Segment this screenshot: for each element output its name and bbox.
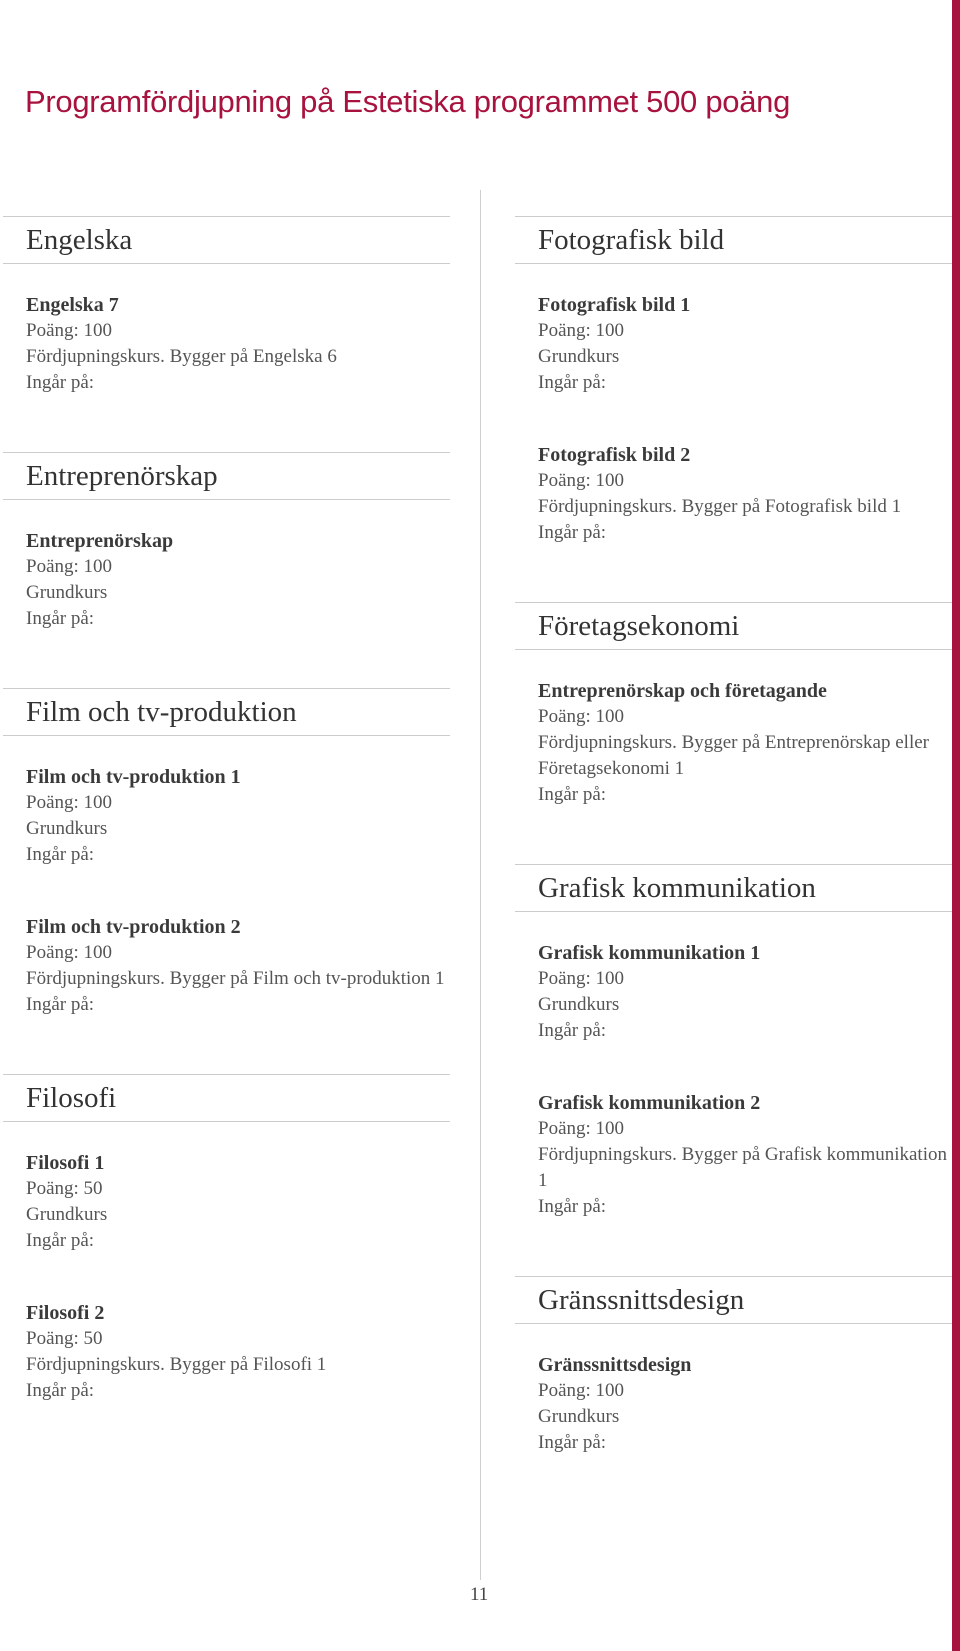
subject-title: Gränssnittsdesign (538, 1284, 745, 1316)
subject-section (515, 1276, 952, 1456)
course-ingar: Ingår på: (538, 1432, 607, 1453)
course-points: Poäng: 100 (26, 556, 113, 577)
subject-section (3, 216, 450, 396)
course-points: Poäng: 100 (26, 792, 113, 813)
column-divider (480, 190, 481, 1580)
subject-section (515, 864, 952, 1220)
course-ingar: Ingår på: (26, 994, 95, 1015)
course-type: Grundkurs (26, 818, 108, 839)
course-points: Poäng: 100 (538, 320, 625, 341)
course-entry (515, 678, 952, 808)
course-entry (515, 1352, 952, 1456)
subject-title: Filosofi (26, 1082, 117, 1114)
course-name: Fotografisk bild 1 (538, 294, 691, 316)
course-name: Filosofi 2 (26, 1302, 105, 1324)
course-type: Grundkurs (538, 1406, 620, 1427)
course-entry (515, 292, 952, 396)
course-type: Grundkurs (538, 346, 620, 367)
subject-section (3, 1074, 450, 1404)
course-type: Fördjupningskurs. Bygger på Filosofi 1 (26, 1354, 327, 1375)
subject-section (3, 688, 450, 1018)
course-type: Fördjupningskurs. Bygger på Grafisk kommunikation 1 (538, 1144, 947, 1191)
course-points: Poäng: 100 (538, 1380, 625, 1401)
subject-heading (515, 602, 952, 650)
course-ingar: Ingår på: (538, 1196, 607, 1217)
course-ingar: Ingår på: (26, 844, 95, 865)
course-entry (3, 1150, 450, 1254)
course-name: Entreprenörskap och företagande (538, 680, 827, 702)
left-column (3, 216, 450, 1404)
subject-title: Företagsekonomi (538, 610, 740, 642)
subject-title: Entreprenörskap (26, 460, 218, 492)
page-title: Programfördjupning på Estetiska programmet 500 poäng (25, 84, 791, 119)
subject-heading (3, 452, 450, 500)
subject-heading (3, 688, 450, 736)
course-points: Poäng: 100 (26, 320, 113, 341)
course-entry (3, 292, 450, 396)
subject-title: Film och tv-produktion (26, 696, 297, 728)
subject-title: Engelska (26, 224, 133, 256)
subject-section (515, 602, 952, 808)
course-entry (3, 764, 450, 868)
course-name: Film och tv-produktion 1 (26, 766, 241, 788)
course-name: Grafisk kommunikation 2 (538, 1092, 761, 1114)
course-ingar: Ingår på: (538, 372, 607, 393)
accent-side-bar (952, 0, 960, 1651)
course-name: Engelska 7 (26, 294, 119, 316)
subject-heading (515, 216, 952, 264)
course-entry (3, 1300, 450, 1404)
course-name: Filosofi 1 (26, 1152, 105, 1174)
course-entry (515, 442, 952, 546)
course-name: Fotografisk bild 2 (538, 444, 691, 466)
course-ingar: Ingår på: (538, 522, 607, 543)
course-entry (515, 1090, 952, 1220)
course-points: Poäng: 100 (538, 470, 625, 491)
course-name: Film och tv-produktion 2 (26, 916, 241, 938)
course-name: Grafisk kommunikation 1 (538, 942, 761, 964)
course-type: Grundkurs (538, 994, 620, 1015)
subject-title: Fotografisk bild (538, 224, 725, 256)
subject-section (515, 216, 952, 546)
course-points: Poäng: 100 (538, 1118, 625, 1139)
course-type: Grundkurs (26, 582, 108, 603)
course-points: Poäng: 100 (538, 968, 625, 989)
subject-heading (3, 1074, 450, 1122)
course-type: Fördjupningskurs. Bygger på Fotografisk bild 1 (538, 496, 902, 517)
course-ingar: Ingår på: (26, 1230, 95, 1251)
course-ingar: Ingår på: (26, 608, 95, 629)
course-ingar: Ingår på: (538, 784, 607, 805)
subject-heading (515, 864, 952, 912)
course-ingar: Ingår på: (26, 372, 95, 393)
course-entry (3, 528, 450, 632)
subject-heading (3, 216, 450, 264)
course-ingar: Ingår på: (26, 1380, 95, 1401)
subject-heading (515, 1276, 952, 1324)
page-number: 11 (470, 1584, 489, 1605)
course-name: Entreprenörskap (26, 530, 174, 552)
course-points: Poäng: 50 (26, 1328, 103, 1349)
course-type: Grundkurs (26, 1204, 108, 1225)
course-ingar: Ingår på: (538, 1020, 607, 1041)
course-entry (515, 940, 952, 1044)
course-type: Fördjupningskurs. Bygger på Film och tv-produktion 1 (26, 968, 445, 989)
course-points: Poäng: 100 (26, 942, 113, 963)
course-points: Poäng: 50 (26, 1178, 103, 1199)
subject-section (3, 452, 450, 632)
right-column (515, 216, 952, 1456)
subject-title: Grafisk kommunikation (538, 872, 816, 904)
course-name: Gränssnittsdesign (538, 1354, 692, 1376)
course-entry (3, 914, 450, 1018)
course-points: Poäng: 100 (538, 706, 625, 727)
course-type: Fördjupningskurs. Bygger på Entreprenörskap eller Företagsekonomi 1 (538, 732, 929, 779)
course-type: Fördjupningskurs. Bygger på Engelska 6 (26, 346, 337, 367)
